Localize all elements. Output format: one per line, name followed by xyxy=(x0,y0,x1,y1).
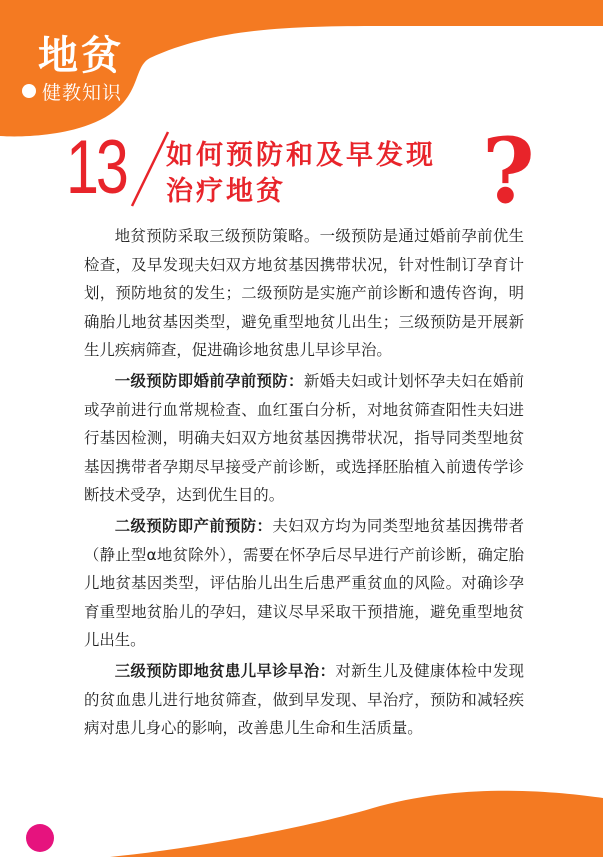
brand-subtitle: 健教知识 xyxy=(42,82,123,104)
paragraph-lead: 三级预防即地贫患儿早诊早治： xyxy=(114,661,336,680)
section-title-line1: 如何预防和及早发现 xyxy=(166,140,436,171)
paragraph-secondary-prevention xyxy=(84,512,524,655)
question-mark-icon: ? xyxy=(482,118,535,224)
paragraph-text: 新婚夫妇或计划怀孕夫妇在婚前或孕前进行血常规检查、血红蛋白分析，对地贫筛查阳性夫妇进行基因检测，明确夫妇双方地贫基因携带状况，指导同类型地贫基因携带者孕期尽早接受产前诊断，或选择胚胎植入前遗传学诊断技术受孕，达到优生目的。 xyxy=(84,371,524,505)
article-body xyxy=(84,222,524,745)
paragraph-primary-prevention xyxy=(84,367,524,510)
section-title-line2: 治疗地贫 xyxy=(166,176,286,207)
paragraph-text: 夫妇双方均为同类型地贫基因携带者（静止型α地贫除外），需要在怀孕后尽早进行产前诊断，确定胎儿地贫基因类型，评估胎儿出生后患严重贫血的风险。对确诊孕育重型地贫胎儿的孕妇，建议尽早采取干预措施，避免重型地贫儿出生。 xyxy=(84,516,524,650)
paragraph-text: 地贫预防采取三级预防策略。一级预防是通过婚前孕前优生检查，及早发现夫妇双方地贫基因携带状况，针对性制订孕育计划，预防地贫的发生；二级预防是实施产前诊断和遗传咨询，明确胎儿地贫基因类型，避免重型地贫儿出生；三级预防是开展新生儿疾病筛查，促进确诊地贫患儿早诊早治。 xyxy=(84,227,524,360)
decorative-pink-dot xyxy=(26,824,54,852)
paragraph-text: 对新生儿及健康体检中发现的贫血患儿进行地贫筛查，做到早发现、早治疗，预防和减轻疾病对患儿身心的影响，改善患儿生命和生活质量。 xyxy=(84,661,524,738)
paragraph-tertiary-prevention xyxy=(84,657,524,743)
paragraph-lead: 二级预防即产前预防： xyxy=(114,516,273,535)
brand-title: 地贫 xyxy=(38,33,124,79)
section-number: 13 xyxy=(66,125,126,210)
section-title xyxy=(166,138,436,210)
brand-dot-icon xyxy=(22,84,36,98)
paragraph-lead: 一级预防即婚前孕前预防： xyxy=(114,371,304,390)
paragraph-intro xyxy=(84,222,524,365)
